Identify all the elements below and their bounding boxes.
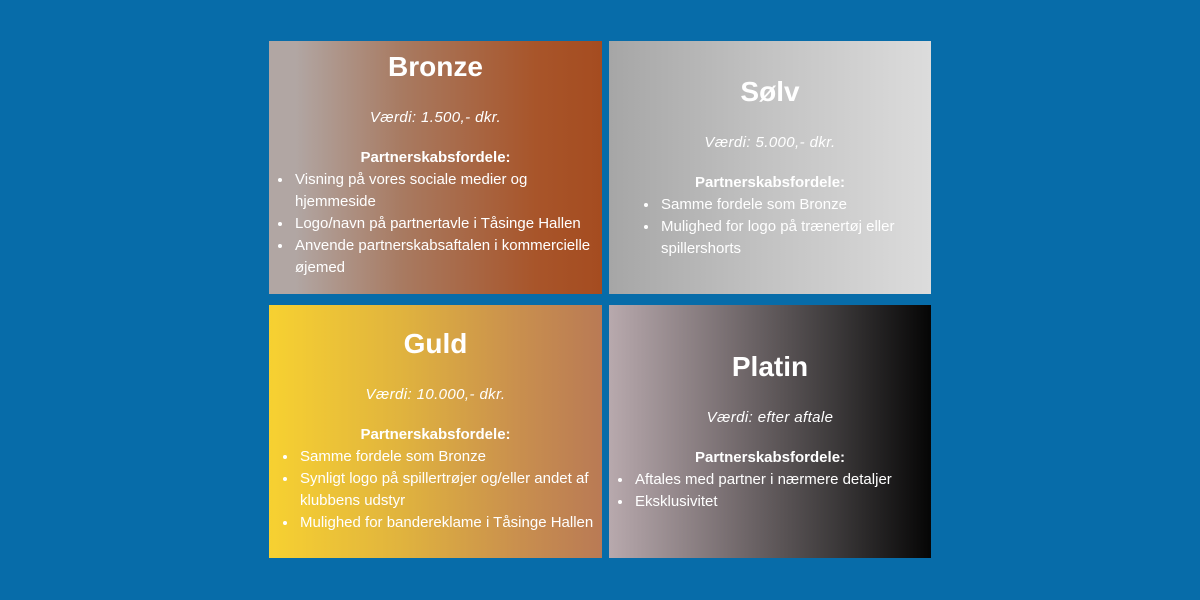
list-item — [274, 446, 602, 468]
bullet-icon — [278, 222, 282, 226]
card-subhead: Partnerskabsfordele: — [360, 149, 511, 166]
benefits-list — [609, 469, 931, 513]
bullet-icon — [618, 478, 622, 482]
card-value: Værdi: 1.500,- dkr. — [369, 109, 502, 126]
card-solv — [609, 41, 931, 294]
card-title: Bronze — [388, 51, 483, 82]
bullet-icon — [283, 477, 287, 481]
list-item — [269, 213, 602, 235]
list-item — [635, 194, 931, 216]
card-title: Guld — [403, 328, 468, 359]
card-bronze — [269, 41, 602, 294]
bullet-icon — [618, 500, 622, 504]
bullet-icon — [644, 203, 648, 207]
benefits-list — [609, 194, 931, 260]
list-item — [274, 512, 602, 534]
card-platin — [609, 305, 931, 558]
list-item — [269, 235, 602, 279]
list-item — [609, 469, 931, 491]
card-value: Værdi: efter aftale — [706, 408, 834, 426]
list-item — [274, 468, 602, 512]
card-value: Værdi: 10.000,- dkr. — [365, 386, 506, 403]
card-subhead: Partnerskabsfordele: — [694, 173, 846, 191]
benefits-list — [269, 446, 602, 534]
benefit-text: Anvende partnerskabsaftalen i kommercielle øjemed — [295, 237, 591, 276]
benefit-text: Synligt logo på spillertrøjer og/eller andet af klubbens udstyr — [300, 470, 589, 509]
card-title: Platin — [731, 350, 809, 382]
benefit-text: Visning på vores sociale medier og hjemmeside — [295, 171, 528, 210]
benefit-text: Mulighed for logo på trænertøj eller spillershorts — [661, 217, 895, 257]
bullet-icon — [644, 225, 648, 229]
benefit-text: Aftales med partner i nærmere detaljer — [635, 470, 892, 488]
benefits-list — [269, 169, 602, 279]
bullet-icon — [278, 178, 282, 182]
benefit-text: Eksklusivitet — [635, 492, 718, 510]
benefit-text: Mulighed for bandereklame i Tåsinge Hallen — [300, 514, 594, 531]
bullet-icon — [283, 521, 287, 525]
benefit-text: Logo/navn på partnertavle i Tåsinge Hallen — [295, 215, 581, 232]
benefit-text: Samme fordele som Bronze — [300, 448, 486, 465]
card-guld — [269, 305, 602, 558]
list-item — [635, 216, 931, 260]
bullet-icon — [283, 455, 287, 459]
list-item — [609, 491, 931, 513]
benefit-text: Samme fordele som Bronze — [661, 195, 847, 213]
card-value: Værdi: 5.000,- dkr. — [704, 133, 836, 151]
card-title: Sølv — [740, 75, 800, 107]
card-subhead: Partnerskabsfordele: — [360, 426, 511, 443]
card-subhead: Partnerskabsfordele: — [694, 448, 846, 466]
bullet-icon — [278, 244, 282, 248]
list-item — [269, 169, 602, 213]
